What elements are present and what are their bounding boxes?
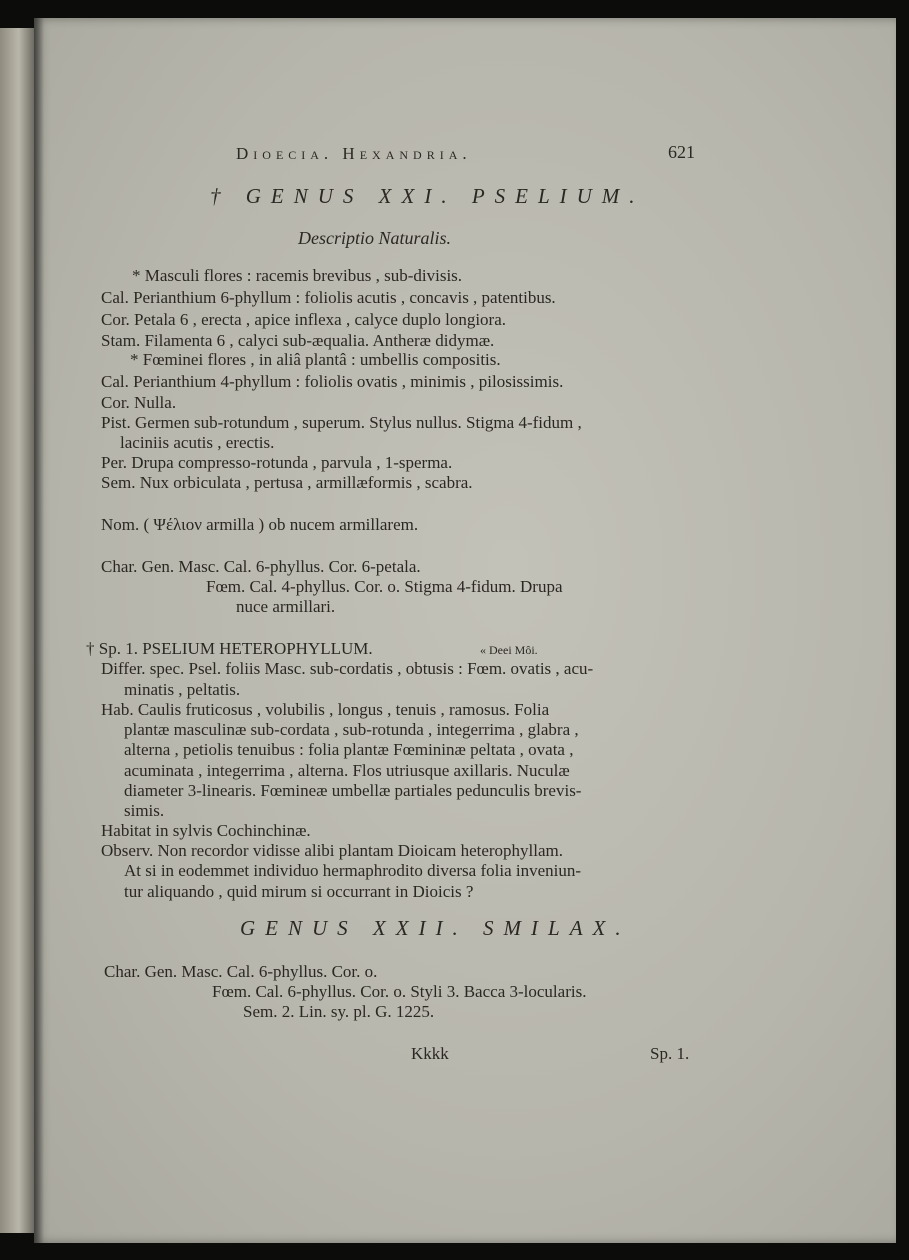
habit-line: Hab. Caulis fruticosus , volubilis , longus , tenuis , ramosus. Folia	[101, 700, 550, 719]
running-title: Dioecia. Hexandria.	[236, 144, 472, 163]
char-gen-line: Char. Gen. Masc. Cal. 6-phyllus. Cor. o.	[104, 962, 378, 981]
differ-line: minatis , peltatis.	[124, 680, 241, 699]
char-gen-line: Fœm. Cal. 4-phyllus. Cor. o. Stigma 4-fidum. Drupa	[206, 577, 563, 596]
description-line: Cor. Petala 6 , erecta , apice inflexa , calyce duplo longiora.	[101, 310, 507, 329]
description-line: Stam. Filamenta 6 , calyci sub-æqualia. Antheræ didymæ.	[101, 331, 495, 350]
habit-line: plantæ masculinæ sub-cordata , sub-rotunda , integerrima , glabra ,	[124, 720, 579, 739]
habit-line: simis.	[124, 801, 165, 820]
signature-mark: Kkkk	[411, 1044, 449, 1063]
habitat-line: Habitat in sylvis Cochinchinæ.	[101, 821, 311, 840]
habit-line: alterna , petiolis tenuibus : folia plantæ Fœmininæ peltata , ovata ,	[124, 740, 574, 759]
description-line: Pist. Germen sub-rotundum , superum. Stylus nullus. Stigma 4-fidum ,	[101, 413, 582, 432]
habit-line: acuminata , integerrima , alterna. Flos utriusque axillaris. Nuculæ	[124, 761, 570, 780]
habit-line: diameter 3-linearis. Fœmineæ umbellæ partiales pedunculis brevis-	[124, 781, 582, 800]
char-gen-line: nuce armillari.	[236, 597, 336, 616]
nomenclature-line: Nom. ( Ψέλιον armilla ) ob nucem armillarem.	[101, 515, 419, 534]
description-line: * Masculi flores : racemis brevibus , sub-divisis.	[132, 266, 463, 285]
description-line: laciniis acutis , erectis.	[120, 433, 275, 452]
species-vernacular-note: « Deei Môi.	[480, 643, 538, 657]
catchword: Sp. 1.	[650, 1044, 690, 1063]
genus-22-title: GENUS XXII. SMILAX.	[240, 916, 631, 940]
genus-21-title: † GENUS XXI. PSELIUM.	[210, 184, 645, 208]
observation-line: tur aliquando , quid mirum si occurrant in Dioicis ?	[124, 882, 474, 901]
char-gen-line: Sem. 2. Lin. sy. pl. G. 1225.	[243, 1002, 435, 1021]
description-line: Cal. Perianthium 6-phyllum : foliolis acutis , concavis , patentibus.	[101, 288, 556, 307]
species-heading: † Sp. 1. PSELIUM HETEROPHYLLUM.	[86, 639, 373, 658]
page-gutter-shadow	[34, 18, 44, 1243]
observation-line: Observ. Non recordor vidisse alibi plantam Dioicam heterophyllam.	[101, 841, 564, 860]
char-gen-line: Fœm. Cal. 6-phyllus. Cor. o. Styli 3. Bacca 3-locularis.	[212, 982, 587, 1001]
description-line: Sem. Nux orbiculata , pertusa , armillæformis , scabra.	[101, 473, 473, 492]
description-line: Cor. Nulla.	[101, 393, 177, 412]
adjacent-page-edge	[0, 28, 34, 1233]
description-line: Per. Drupa compresso-rotunda , parvula , 1-sperma.	[101, 453, 453, 472]
observation-line: At si in eodemmet individuo hermaphrodito diversa folia inveniun-	[124, 861, 582, 880]
page-number: 621	[668, 142, 695, 162]
char-gen-line: Char. Gen. Masc. Cal. 6-phyllus. Cor. 6-petala.	[101, 557, 421, 576]
description-line: Cal. Perianthium 4-phyllum : foliolis ovatis , minimis , pilosissimis.	[101, 372, 564, 391]
descriptio-subtitle: Descriptio Naturalis.	[298, 228, 452, 248]
description-line: * Fœminei flores , in aliâ plantâ : umbellis compositis.	[130, 350, 501, 369]
differ-line: Differ. spec. Psel. foliis Masc. sub-cordatis , obtusis : Fœm. ovatis , acu-	[101, 659, 594, 678]
